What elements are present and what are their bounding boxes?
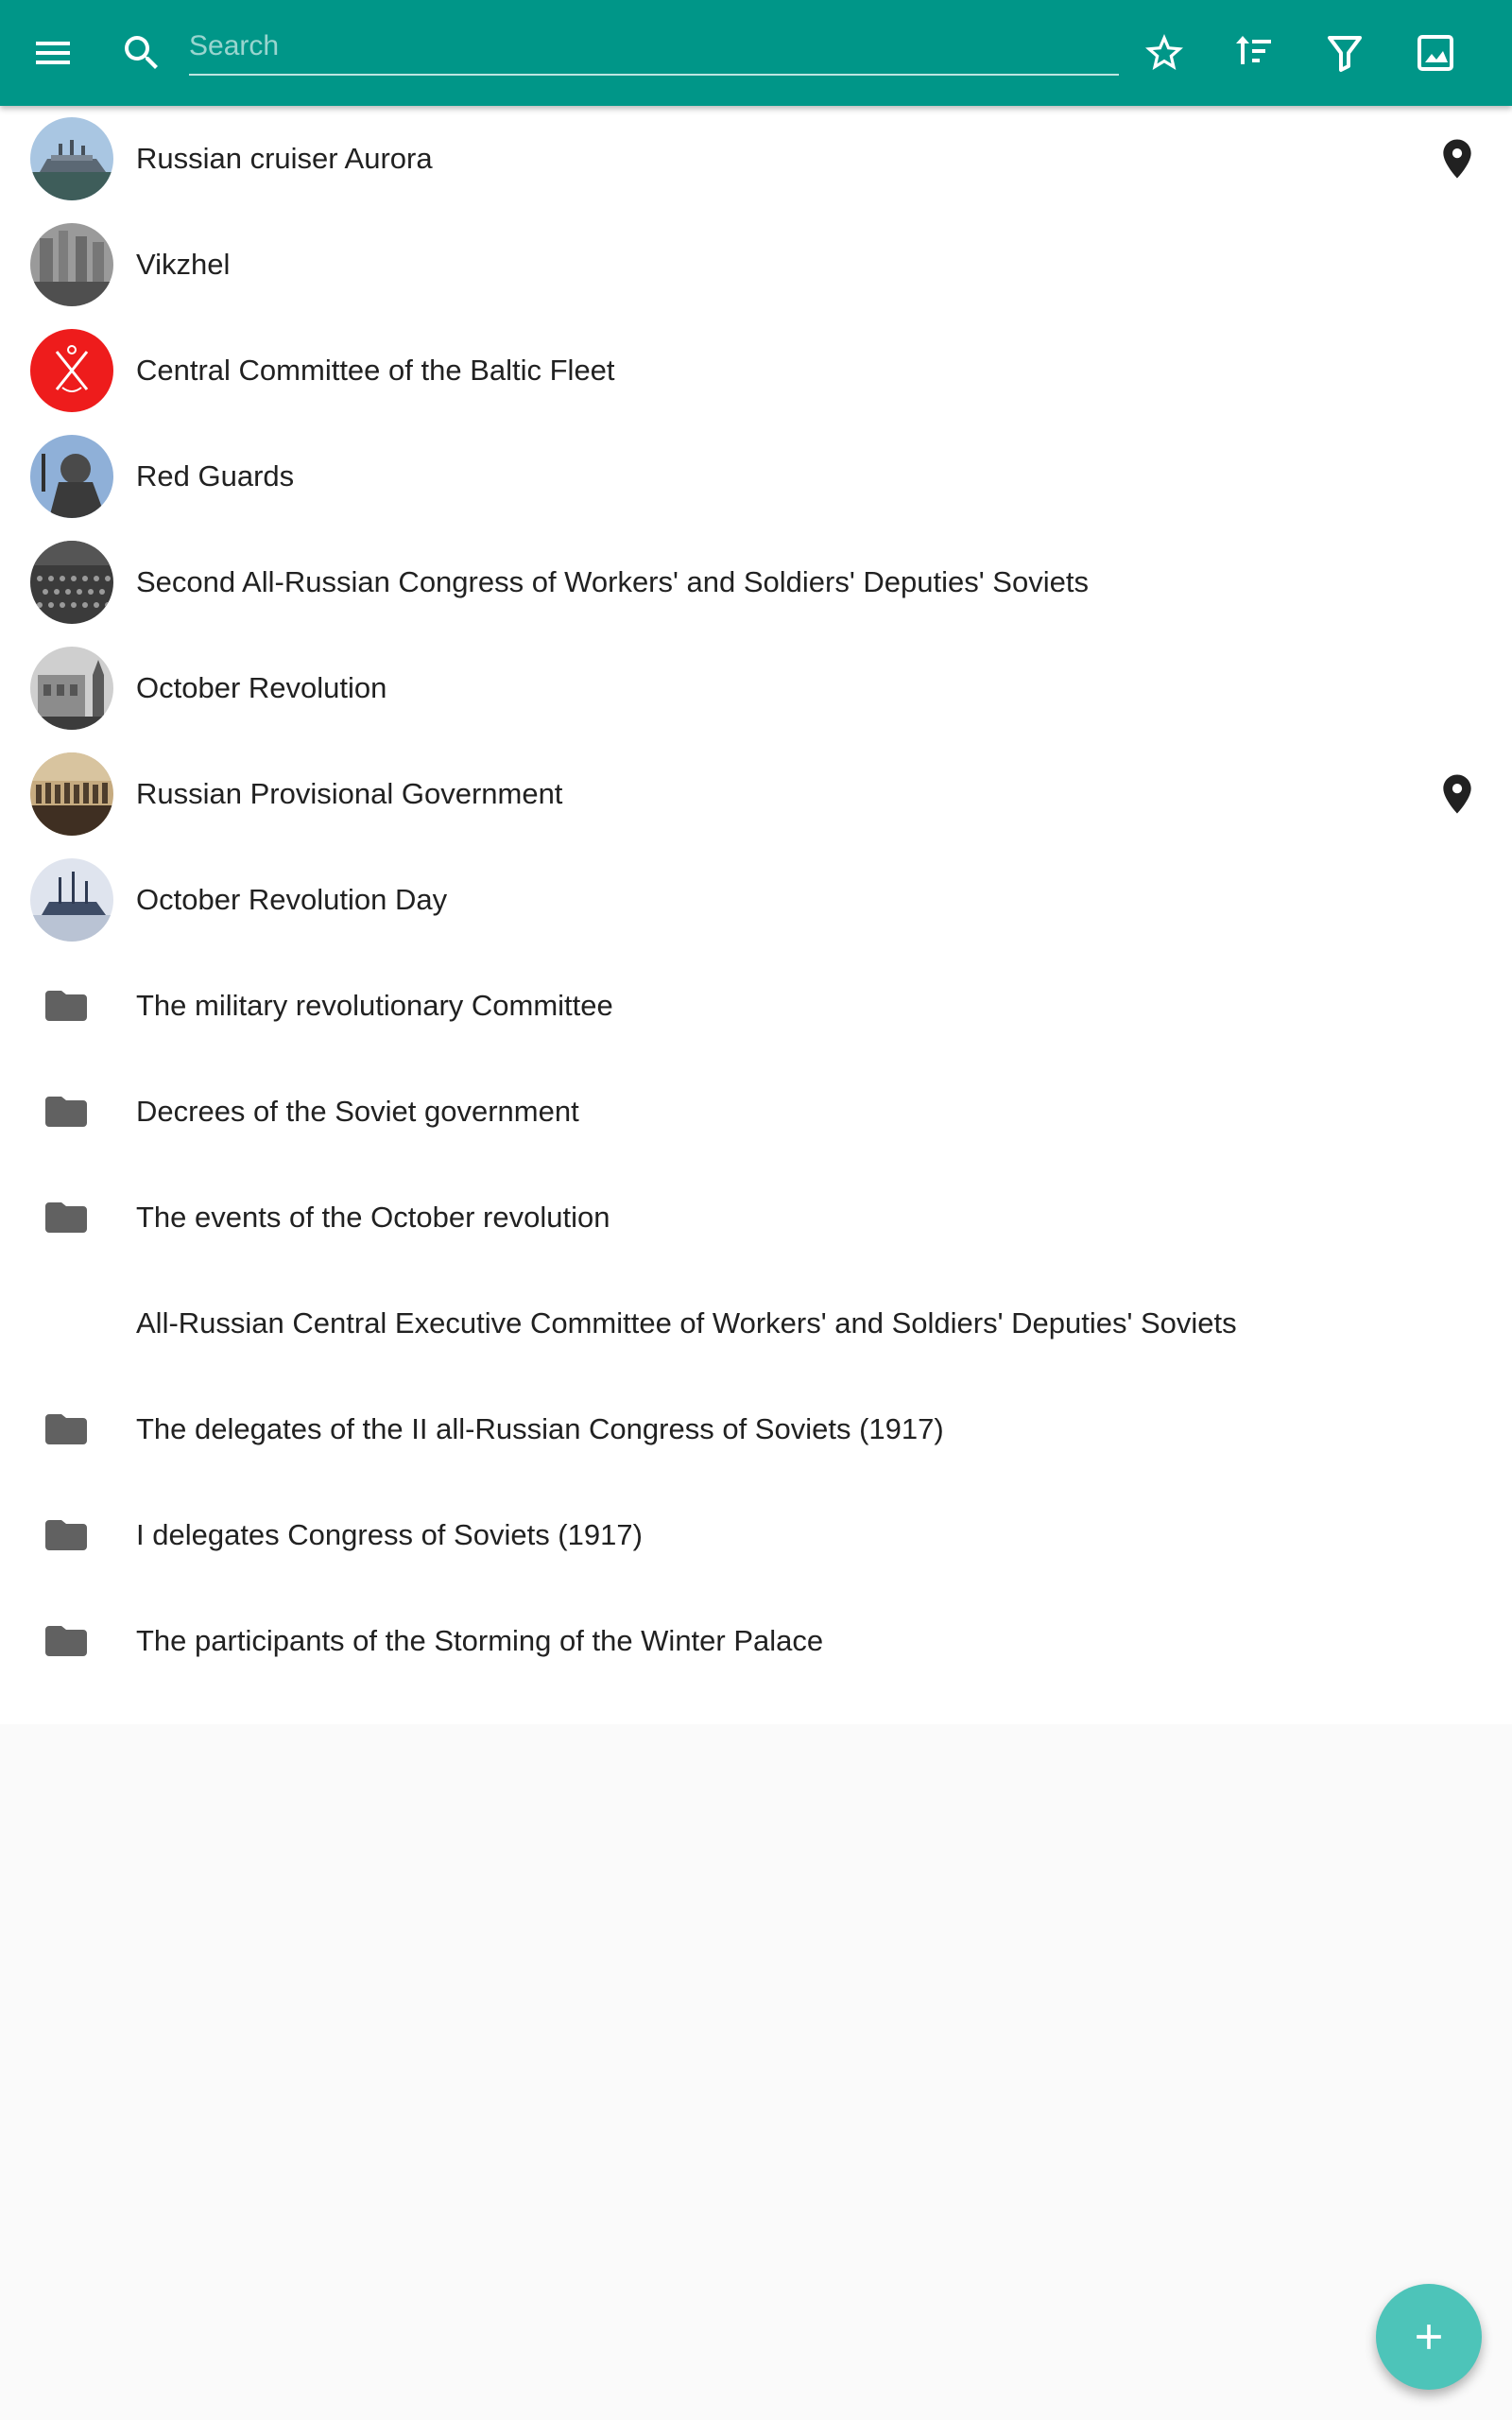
list-item[interactable] (0, 1376, 1512, 1482)
october-revolution-thumbnail (30, 647, 113, 730)
menu-button[interactable] (15, 15, 91, 91)
list-item[interactable] (0, 1165, 1512, 1270)
images-button[interactable] (1398, 15, 1473, 91)
list-item[interactable] (0, 212, 1512, 318)
add-icon (1408, 2316, 1450, 2358)
filter-button[interactable] (1307, 15, 1383, 91)
item-label: Vikzhel (136, 248, 231, 281)
sort-button[interactable] (1216, 15, 1292, 91)
item-label: I delegates Congress of Soviets (1917) (136, 1518, 643, 1551)
list-item[interactable] (0, 741, 1512, 847)
item-label: The events of the October revolution (136, 1201, 610, 1234)
list-item[interactable] (0, 1482, 1512, 1588)
list-item[interactable] (0, 424, 1512, 529)
list-item[interactable] (0, 318, 1512, 424)
folder-icon (45, 1093, 87, 1131)
item-label: The delegates of the II all-Russian Congress of Soviets (1917) (136, 1412, 944, 1445)
item-label: Decrees of the Soviet government (136, 1095, 579, 1128)
search-button[interactable] (104, 15, 180, 91)
item-label: Red Guards (136, 459, 295, 493)
baltic-fleet-emblem-thumbnail (30, 329, 113, 412)
provisional-government-thumbnail (30, 752, 113, 836)
location-pin-icon[interactable] (1440, 773, 1474, 815)
congress-thumbnail (30, 541, 113, 624)
menu-icon (30, 30, 76, 76)
item-label: All-Russian Central Executive Committee of Workers' and Soldiers' Deputies' Soviets (136, 1306, 1237, 1340)
list-item[interactable] (0, 529, 1512, 635)
folder-icon (45, 1622, 87, 1660)
list-item[interactable] (0, 1270, 1512, 1376)
item-label: The military revolutionary Committee (136, 989, 613, 1022)
item-label: October Revolution Day (136, 883, 448, 916)
list-item[interactable] (0, 635, 1512, 741)
red-guards-thumbnail (30, 435, 113, 518)
revolution-day-thumbnail (30, 858, 113, 942)
list-item[interactable] (0, 847, 1512, 953)
list-item[interactable] (0, 106, 1512, 212)
location-pin-icon[interactable] (1440, 138, 1474, 180)
list-item[interactable] (0, 1059, 1512, 1165)
image-icon (1413, 30, 1458, 76)
item-label: Central Committee of the Baltic Fleet (136, 354, 615, 387)
folder-icon (45, 1199, 87, 1236)
folder-icon (45, 987, 87, 1025)
folder-icon (45, 1410, 87, 1448)
vikzhel-thumbnail (30, 223, 113, 306)
add-button[interactable] (1376, 2284, 1482, 2390)
aurora-cruiser-thumbnail (30, 117, 113, 200)
item-label: Second All-Russian Congress of Workers' and Soldiers' Deputies' Soviets (136, 565, 1089, 598)
favorites-button[interactable] (1126, 15, 1202, 91)
sort-icon (1231, 30, 1277, 76)
item-label: The participants of the Storming of the Winter Palace (136, 1624, 824, 1657)
item-list (0, 106, 1512, 1724)
search-icon (119, 30, 164, 76)
item-label: October Revolution (136, 671, 387, 704)
top-app-bar (0, 0, 1512, 106)
folder-icon (45, 1516, 87, 1554)
star-outline-icon (1142, 30, 1187, 76)
list-item[interactable] (0, 953, 1512, 1059)
filter-icon (1322, 30, 1367, 76)
item-label: Russian Provisional Government (136, 777, 563, 810)
list-item[interactable] (0, 1588, 1512, 1694)
search-input[interactable] (189, 19, 1119, 76)
item-label: Russian cruiser Aurora (136, 142, 433, 175)
